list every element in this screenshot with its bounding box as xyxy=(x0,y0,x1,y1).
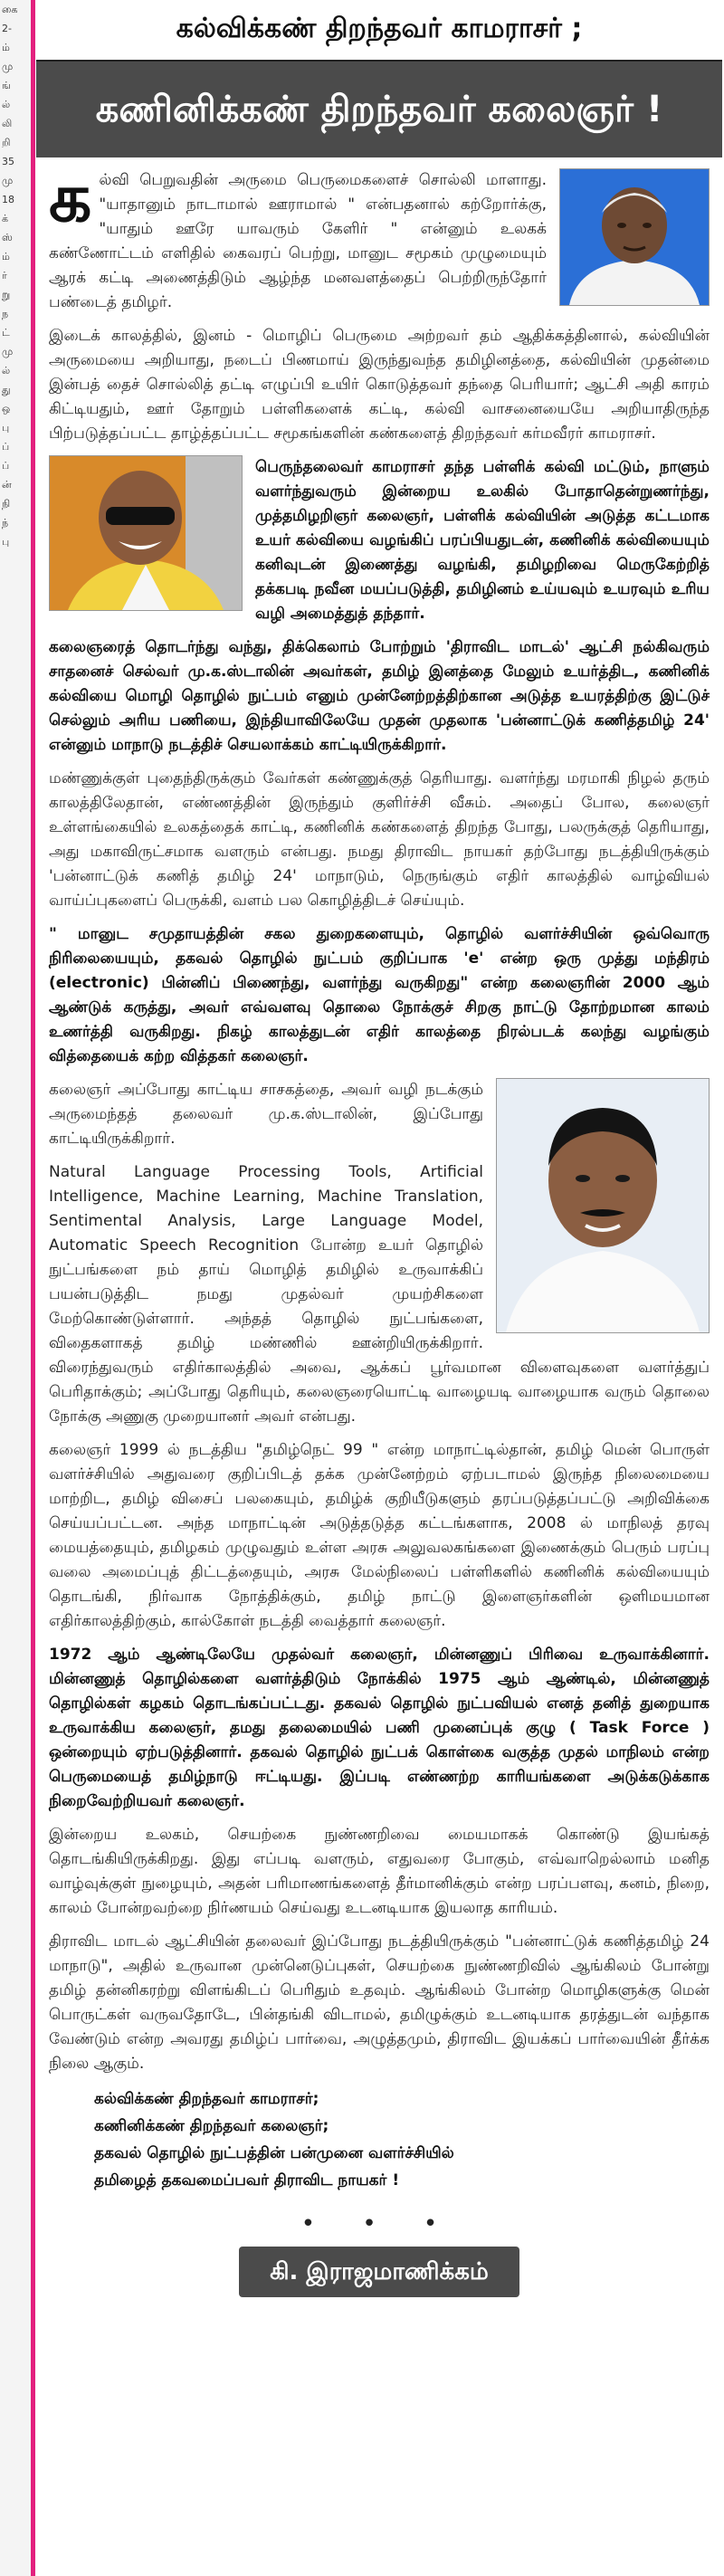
fragment-text: ட் xyxy=(2,327,10,339)
fragment-text: ர் xyxy=(2,270,7,281)
paragraph-9: கலைஞர் 1999 ல் நடத்திய "தமிழ்நெட் 99 " என்ற மாநாட்டில்தான், தமிழ் மென் பொருள் வளர்ச்சியில் அதுவரை குறிப்பிடத் தக்க முன்னேற்றம் ஏற்படாமல் இருந்த நிலைமையை மாற்றிட, தமிழ் விசைப் பலகையும், தமிழ்க் குறியீடுகளும் தரப்படுத்தப்பட்டு அறிவிக்கை செய்யப்பட்டன. அந்த மாநாட்டின் அடுத்தடுத்த கட்டங்களாக, 2008 ல் மாநிலத் தரவு மையத்தையும், தமிழகம் முழுவதும் உள்ள அரசு அலுவலகங்களை இணைக்கும் பெரும் பரப்பு வலை அமைப்புத் திட்டத்தையும், அரசு மேல்நிலைப் பள்ளிகளில் கணினிக் கல்வியையும் தொடங்கி, நிர்வாக நோத்திக்கும், தமிழ் நாட்டு இளைஞர்களின் ஒளிமயமான எதிர்காலத்திற்கும், கால்கோள் நடத்தி வைத்தார் கலைஞர். xyxy=(49,1441,710,1630)
paragraph-3: பெருந்தலைவர் காமராசர் தந்த பள்ளிக் கல்வி மட்டும், நாளும் வளர்ந்துவரும் இன்றைய உலகில் போதாதென்றுணர்ந்து, முத்தமிழறிஞர் கலைஞர், பள்ளிக் கல்வியின் அடுத்த கட்டமாக உயர் கல்வியை வழங்கிப் பரப்பியதுடன், கணினிக் கல்வியையும் கனிவுடன் இணைத்து வழங்கி, தமிழறிவை மெருகேற்றித் தக்கபடி நவீன மயப்படுத்தி, தமிழினம் உய்யவும் உயரவும் உரிய வழி அமைத்துத் தந்தார். xyxy=(255,458,710,623)
fragment-text: ன் xyxy=(2,479,12,491)
fragment-text: க் xyxy=(2,213,9,224)
headline-band-2 xyxy=(36,62,722,157)
paragraph-1: கல்வி பெறுவதின் அருமை பெருமைகளைச் சொல்லி மாளாது. "யாதானும் நாடாமால் ஊராமால் " என்பதனால் கற்றோர்க்கு, "யாதும் ஊரே யாவரும் கேளிர் " என்னும் உலகக் கண்ணோட்டம் எளிதில் கைவரப் பெற்று, மானுட சமூகம் முழுமையும் ஆரக் கட்டி அணைத்திடும் ஆழ்ந்த மனவளத்தைப் பெற்றிருந்தோர் பண்டைத் தமிழர். xyxy=(49,159,547,311)
paragraph-12: திராவிட மாடல் ஆட்சியின் தலைவர் இப்போது நடத்தியிருக்கும் "பன்னாட்டுக் கணித்தமிழ் 24 மாநாடு", அதில் உருவான முன்னெடுப்புகள், செயற்கை நுண்ணறிவில் ஆங்கிலம் போன்று தமிழ் தன்னிகரற்று விளங்கிடப் பெரிதும் உதவும். ஆங்கிலம் போன்ற மொழிகளுக்கு மென் பொருட்கள் வருவதோடே, பின்தங்கி விடாமல், தமிழுக்கும் உடனடியாக தரத்துடன் வந்தாக வேண்டும் என்ற அவரது தமிழ்ப் பார்வை, அழுத்தமும், திராவிட இயக்கப் பார்வையின் தீர்க்க நிலை ஆகும். xyxy=(49,1932,710,2073)
fragment-text: மு xyxy=(2,61,14,72)
fragment-text: ப் xyxy=(2,460,10,472)
headline-line-2: கணினிக்கண் திறந்தவர் கலைஞர் ! xyxy=(95,89,663,130)
fragment-text: ஸ் xyxy=(2,232,13,243)
fragment-text: ம் xyxy=(2,251,10,262)
fragment-text: மு xyxy=(2,346,14,358)
fragment-text: 2- xyxy=(2,23,12,34)
closing-line: கல்விக்கண் திறந்தவர் காமராசர்; xyxy=(94,2090,319,2108)
paragraph-2: இடைக் காலத்தில், இனம் - மொழிப் பெருமை அற்றவர் தம் ஆதிக்கத்தினால், கல்வியின் அருமையை அறியாது, நடைப் பிணமாய் இருந்துவந்த தமிழினத்தை, கல்வியின் முதன்மை இன்பத் தைச் சொல்லித் தட்டி எழுப்பி உயிர் கொடுத்தவர் தந்தை பெரியார்; ஆட்சி அதி காரம் கிட்டியதும், ஊர் தோறும் பள்ளிகளைக் கட்டி, கல்வி வாசனையையே அறியாதிருந்த பிற்படுத்தப்பட்ட தாழ்த்தப்பட்ட சமூகங்களின் கண்களைத் திறந்தவர் கர்மவீரர் காமராசர். xyxy=(49,327,710,443)
paragraph-8: Natural Language Processing Tools, Artificial Intelligence, Machine Learning, Machine Translation, Sentimental Analysis, Large Language Model, Automatic Speech Recognition போன்ற உயர் தொழில் நுட்பங்களை நம் தாய் மொழித் தமிழில் உருவாக்கிப் பயன்படுத்திட நமது முதல்வர் முயற்சிகளை மேற்கொண்டுள்ளார். அந்தத் தொழில் நுட்பங்களை, விதைகளாகத் தமிழ் மண்ணில் ஊன்றியிருக்கிறார். விரைந்துவரும் எதிர்காலத்தில் அவை, ஆக்கப் பூர்வமான விளைவுகளை வளர்த்துப் பெரிதாக்கும்; அப்போது தெரியும், கலைஞரையொட்டி வாழையடி வாழையாக வரும் தொலை நோக்கு அணுகு முறையானர் அவர் என்பது. xyxy=(49,1163,710,1426)
fragment-text: பு xyxy=(2,536,10,548)
headline-band-1 xyxy=(36,0,722,62)
paragraph-6: " மானுட சமுதாயத்தின் சகல துறைகளையும், தொழில் வளர்ச்சியின் ஒவ்வொரு நிரிலையையும், தகவல் தொழில் நுட்பம் குறிப்பாக 'e' என்ற ஒரு முத்து மந்திரம் (electronic) பின்னிப் பிணைந்து, வளர்ந்து வருகிறது" என்ற கலைஞரின் 2000 ஆம் ஆண்டுக் கருத்து, அவர் எவ்வளவு தொலை நோக்குச் சிறகு நாட்டு தோற்றமான காலம் உணர்த்தி வருகிறது. நிகழ் காலத்துடன் எதிர் காலத்தை நிரல்படக் கலந்து வழங்கும் வித்தையைக் கற்ற வித்தகர் கலைஞர். xyxy=(49,925,710,1065)
kamaraj-portrait-photo xyxy=(559,168,710,306)
fragment-text: ந xyxy=(2,308,9,320)
fragment-text: ஒ xyxy=(2,403,11,415)
article xyxy=(36,0,722,2576)
paragraph-5: மண்ணுக்குள் புதைந்திருக்கும் வேர்கள் கண்ணுக்குத் தெரியாது. வளர்ந்து மரமாகி நிழல் தரும் காலத்திலேதான், எண்ணத்தின் இருந்தும் குளிர்ச்சி வீசும். அதைப் போல, கலைஞர் உள்ளங்கையில் உலகத்தைக் காட்டி, கணினிக் கண்களைத் திறந்த போது, பலருக்குத் தெரியாது, அது மகாவிருட்சமாக வளரும் என்பது. நமது திராவிட நாயகர் தற்போது நடத்தியிருக்கும் 'பன்னாட்டுக் கணித் தமிழ் 24' மாநாடும், நெருங்கும் எதிர் காலத்தில் வாழ்வியல் வாய்ப்புகளைப் பெருக்கி, வளம் பல கொழித்திடச் செய்யும். xyxy=(49,769,710,910)
fragment-text: ல் xyxy=(2,365,11,377)
fragment-text: 18 xyxy=(2,194,14,205)
author-byline: கி. இராஜமாணிக்கம் xyxy=(239,2247,519,2297)
separator-dots: • • • xyxy=(300,2210,458,2237)
fragment-text: ந் xyxy=(2,517,9,529)
fragment-text: 35 xyxy=(2,156,14,167)
headline-line-1: கல்விக்கண் திறந்தவர் காமராசர் ; xyxy=(176,13,583,44)
paragraph-4: கலைஞரைத் தொடர்ந்து வந்து, திக்கெலாம் போற்றும் 'திராவிட மாடல்' ஆட்சி நல்கிவரும் சாதனைச் செல்வர் மு.க.ஸ்டாலின் அவர்கள், தமிழ் இனத்தை மேலும் உயர்த்திட, கணினிக் கல்வியை மொழி தொழில் நுட்பம் எனும் முன்னேற்றத்திற்கான அடுத்த உயரத்திற்கு இட்டுச் செல்லும் அரிய பணியை, இந்தியாவிலேயே முதன் முதலாக 'பன்னாட்டுக் கணித்தமிழ் 24' என்னும் மாநாடு நடத்திச் செயலாக்கம் காட்டியிருக்கிறார். xyxy=(49,638,710,754)
article-body xyxy=(49,159,710,2297)
fragment-text: து xyxy=(2,384,11,396)
fragment-text: று xyxy=(2,289,11,301)
closing-line: தமிழைத் தகவமைப்பவர் திராவிட நாயகர் ! xyxy=(94,2171,400,2190)
fragment-text: லி xyxy=(2,118,13,129)
stalin-portrait-photo xyxy=(496,1078,710,1333)
closing-line: தகவல் தொழில் நுட்பத்தின் பன்முனை வளர்ச்சியில் xyxy=(94,2144,454,2162)
karunanidhi-portrait-photo xyxy=(49,455,243,611)
closing-line: கணினிக்கண் திறந்தவர் கலைஞர்; xyxy=(94,2117,329,2135)
fragment-text: பு xyxy=(2,422,10,434)
fragment-text: கை xyxy=(2,4,18,15)
drop-cap: க xyxy=(49,159,92,237)
fragment-text: ப் xyxy=(2,441,10,453)
closing-verse xyxy=(49,2085,710,2194)
adjacent-column-fragment xyxy=(0,0,32,2576)
paragraph-11: இன்றைய உலகம், செயற்கை நுண்ணறிவை மையமாகக் கொண்டு இயங்கத் தொடங்கியிருக்கிறது. இது எப்படி வளரும், எதுவரை போகும், எவ்வாறெல்லாம் மனித வாழ்வுக்குள் நுழையும், அதன் பரிமாணங்களைத் தீர்மானிக்கும் என்ற பரப்பளவு, கனம், நிறை, காலம் போன்றவற்றை நிர்ணயம் செய்வது உடனடியாக இயலாத காரியம். xyxy=(49,1826,710,1917)
fragment-text: ங் xyxy=(2,80,11,91)
fragment-text: றி xyxy=(2,137,11,148)
fragment-text: ல் xyxy=(2,99,11,110)
paragraph-7: கலைஞர் அப்போது காட்டிய சாசகத்தை, அவர் வழி நடக்கும் அருமைந்தத் தலைவர் மு.க.ஸ்டாலின், இப்போது காட்டியிருக்கிறார். xyxy=(49,1081,483,1148)
paragraph-10: 1972 ஆம் ஆண்டிலேயே முதல்வர் கலைஞர், மின்னணுப் பிரிவை உருவாக்கினார். மின்னணுத் தொழில்களை வளர்த்திடும் நோக்கில் 1975 ஆம் ஆண்டில், மின்னணுத் தொழில்கள் கழகம் தொடங்கப்பட்டது. தகவல் தொழில் நுட்பவியல் எனத் தனித் துறையாக உருவாக்கிய கலைஞர், தமது தலைமையில் பணி முனைப்புக் குழு ( Task Force ) ஒன்றையும் ஏற்படுத்தினார். தகவல் தொழில் நுட்பக் கொள்கை வகுத்த முதல் மாநிலம் என்ற பெருமையைத் தமிழ்நாடு ஈட்டியது. இப்படி எண்ணற்ற காரியங்களை அடுக்கடுக்காக நிறைவேற்றியவர் கலைஞர். xyxy=(49,1646,710,1810)
fragment-text: ம் xyxy=(2,42,10,53)
accent-divider xyxy=(31,0,35,2576)
fragment-text: மு xyxy=(2,175,14,186)
fragment-text: நி xyxy=(2,498,11,510)
